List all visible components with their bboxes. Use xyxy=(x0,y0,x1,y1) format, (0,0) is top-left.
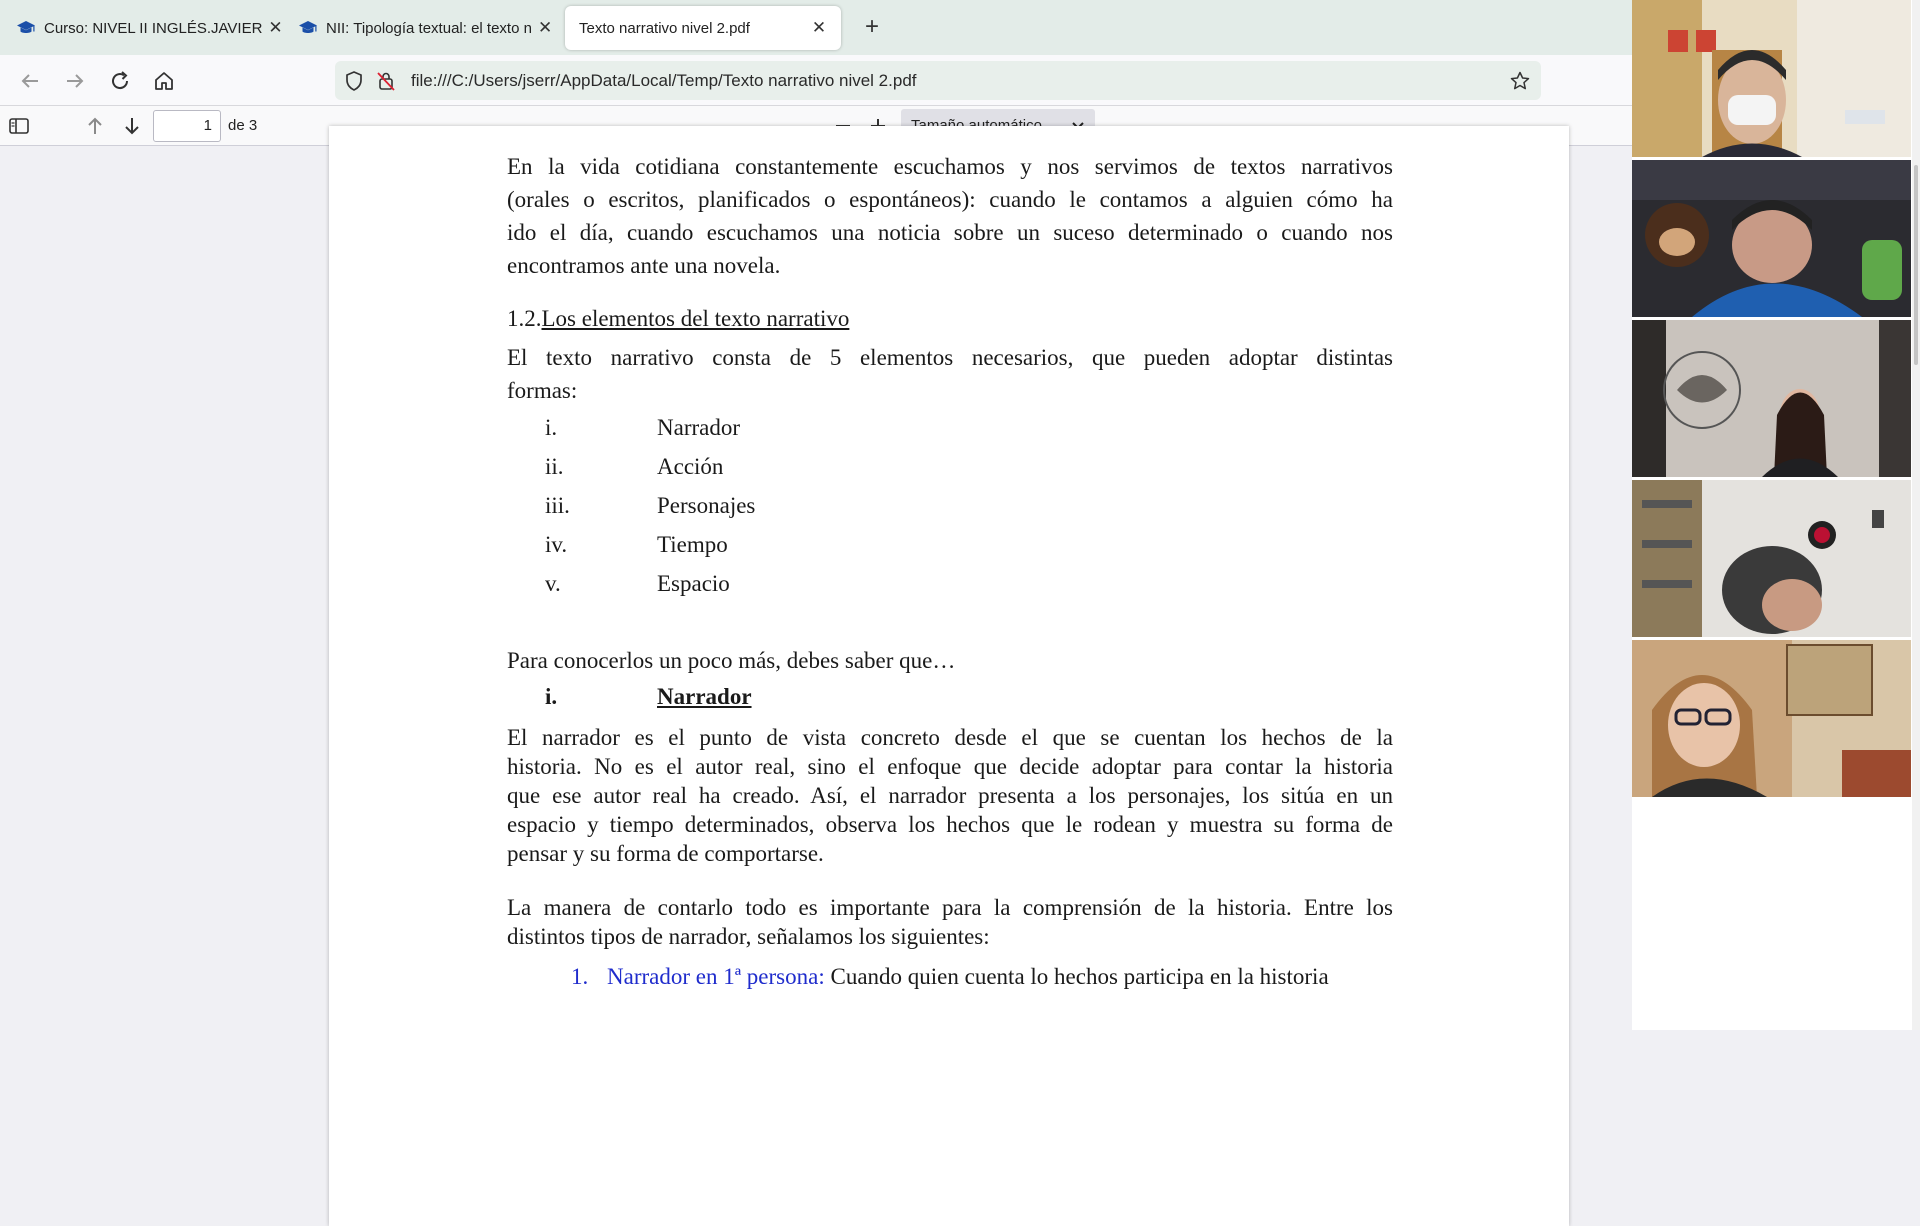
text-line: La manera de contarlo todo es importante para la comprensión de la historia. Entre los xyxy=(507,895,1393,920)
participant-video-3[interactable] xyxy=(1632,320,1911,477)
text-line: encontramos ante una novela. xyxy=(507,253,781,278)
elements-intro xyxy=(507,341,1393,407)
list-item: iv. Tiempo xyxy=(545,532,728,557)
text-line: ido el día, cuando escuchamos una noticia sobre un suceso determinado o cuando nos xyxy=(507,220,1393,245)
graduation-cap-icon xyxy=(16,20,36,36)
list-item: v. Espacio xyxy=(545,571,730,596)
tab-title: Curso: NIVEL II INGLÉS.JAVIER xyxy=(44,19,263,37)
text-line: distintos tipos de narrador, señalamos los siguientes: xyxy=(507,924,990,949)
video-call-panel xyxy=(1632,0,1920,1030)
pdf-viewer xyxy=(0,146,1632,1030)
close-icon[interactable]: ✕ xyxy=(537,18,553,37)
tab-bar xyxy=(0,0,1632,55)
more-text: Para conocerlos un poco más, debes saber que… xyxy=(507,648,956,673)
participant-video-5[interactable] xyxy=(1632,640,1911,797)
section-heading xyxy=(507,302,1393,335)
section-number: 1.2. xyxy=(507,306,542,331)
list-item: ii. Acción xyxy=(545,454,724,479)
back-button[interactable] xyxy=(14,65,46,97)
arrow-left-icon xyxy=(19,70,41,92)
tab-title: NII: Tipología textual: el texto n xyxy=(326,19,532,37)
reload-button[interactable] xyxy=(104,65,136,97)
home-button[interactable] xyxy=(148,65,180,97)
text-line: (orales o escritos, planificados o espontáneos): cuando le contamos a alguien cómo ha xyxy=(507,187,1393,212)
text-line: pensar y su forma de comportarse. xyxy=(507,841,824,866)
previous-page-icon[interactable] xyxy=(84,115,106,142)
tipos-paragraph xyxy=(507,893,1393,951)
page-number-input[interactable]: 1 xyxy=(153,110,221,142)
intro-paragraph xyxy=(507,150,1393,282)
text-line: formas: xyxy=(507,378,578,403)
bookmark-star-icon[interactable] xyxy=(1509,70,1531,97)
section-title: Los elementos del texto narrativo xyxy=(541,306,850,331)
new-tab-button[interactable]: + xyxy=(864,13,879,40)
arrow-right-icon xyxy=(64,70,86,92)
insecure-lock-icon[interactable] xyxy=(375,70,397,97)
close-icon[interactable]: ✕ xyxy=(268,18,283,37)
reload-icon xyxy=(109,70,131,92)
participant-video-2[interactable] xyxy=(1632,160,1911,317)
shield-icon[interactable] xyxy=(343,70,365,97)
tab-pdf[interactable] xyxy=(565,6,841,50)
narrador-paragraph xyxy=(507,723,1393,868)
navigation-bar xyxy=(0,55,1632,106)
forward-button[interactable] xyxy=(59,65,91,97)
page-total: de 3 xyxy=(228,117,258,134)
participant-video-4[interactable] xyxy=(1632,480,1911,637)
pdf-page xyxy=(329,126,1569,1226)
tab-tipologia[interactable] xyxy=(286,6,556,50)
first-person-item: 1. Narrador en 1ª persona: Cuando quien cuenta lo hechos participa en la historia xyxy=(571,964,1329,989)
scrollbar-thumb[interactable] xyxy=(1914,165,1918,365)
url-bar[interactable] xyxy=(335,61,1541,100)
text-line: El texto narrativo consta de 5 elementos necesarios, que pueden adoptar distintas xyxy=(507,345,1393,370)
tab-title: Texto narrativo nivel 2.pdf xyxy=(579,19,750,37)
text-line: En la vida cotidiana constantemente escuchamos y nos servimos de textos narrativos xyxy=(507,154,1393,179)
panel-scrollbar[interactable] xyxy=(1912,0,1920,1030)
list-item: i. Narrador xyxy=(545,415,741,440)
list-item: iii. Personajes xyxy=(545,493,756,518)
close-icon[interactable]: ✕ xyxy=(811,18,827,37)
participant-video-1[interactable] xyxy=(1632,0,1911,157)
graduation-cap-icon xyxy=(298,20,318,36)
next-page-icon[interactable] xyxy=(121,115,143,142)
text-line: que ese autor real ha creado. Así, el narrador presenta a los personajes, los sitúa en un xyxy=(507,783,1393,808)
text-line: El narrador es el punto de vista concreto desde el que se cuentan los hechos de la xyxy=(507,725,1393,750)
text-line: espacio y tiempo determinados, observa los hechos que le rodean y muestra su forma de xyxy=(507,812,1393,837)
sidebar-toggle-icon[interactable] xyxy=(8,115,30,142)
url-text: file:///C:/Users/jserr/AppData/Local/Temp/Texto narrativo nivel 2.pdf xyxy=(411,71,917,90)
home-icon xyxy=(153,70,175,92)
text-line: historia. No es el autor real, sino el enfoque que decide adoptar para contar la historia xyxy=(507,754,1393,779)
narrador-heading: i. Narrador xyxy=(545,684,752,709)
tab-curso[interactable] xyxy=(4,6,283,50)
